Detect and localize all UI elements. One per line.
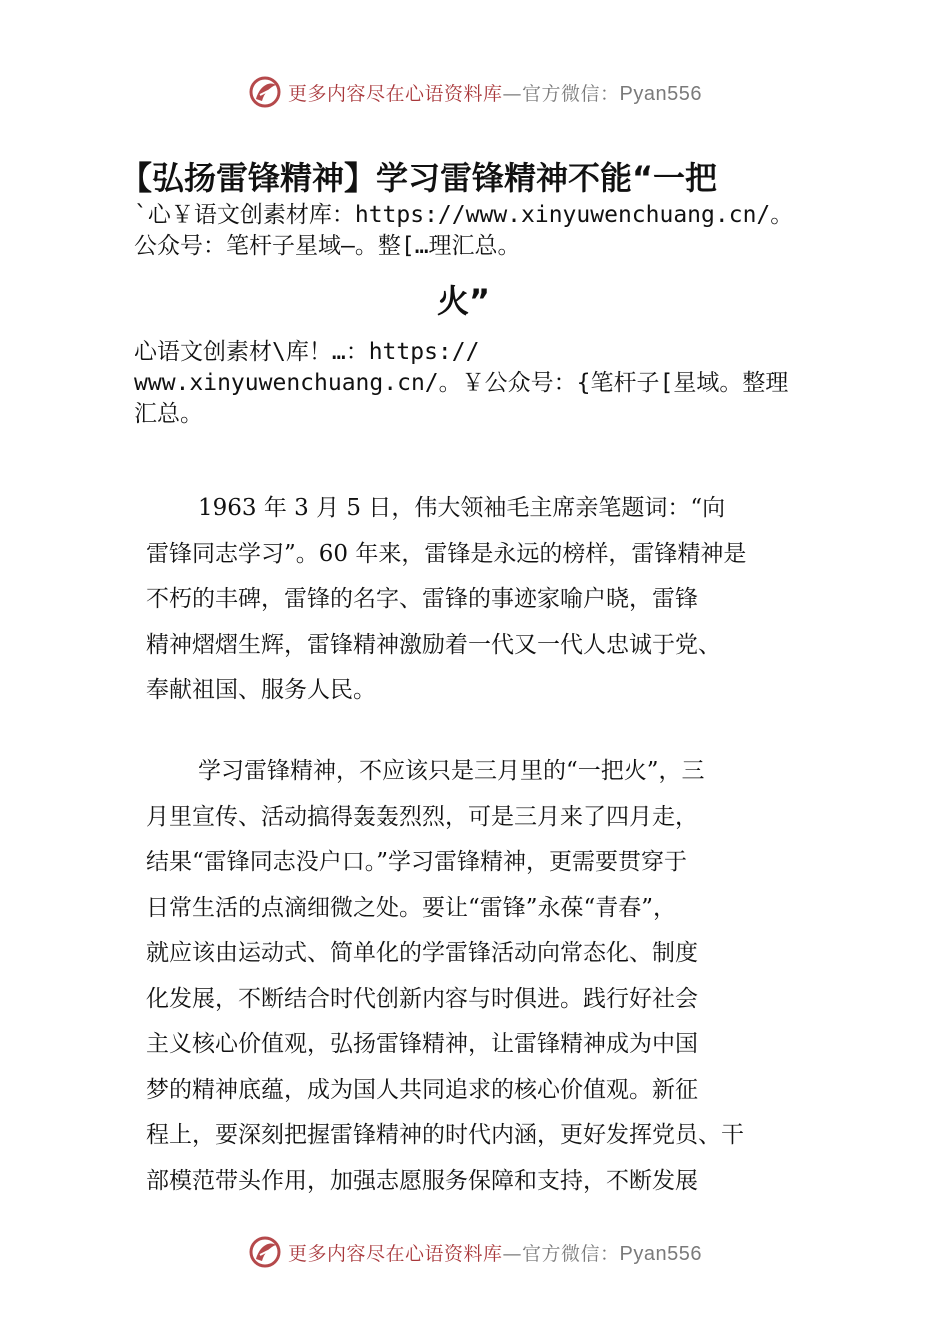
paragraph-line: 学习雷锋精神，不应该只是三月里的“一把火”，三 (198, 758, 705, 784)
banner-wechat-label: 官方微信： (522, 82, 620, 105)
banner-wechat-id: Pyan556 (619, 1242, 702, 1265)
banner-wechat-label: 官方微信： (522, 1242, 620, 1265)
banner-text (288, 1239, 702, 1266)
footer-banner (0, 1232, 950, 1272)
paragraph-line: 部模范带头作用，加强志愿服务保障和支持，不断发展 (146, 1167, 698, 1194)
banner-main-text: 更多内容尽在心语资料库 (288, 1242, 503, 1265)
page-title-line-2: 火” (437, 282, 491, 320)
banner-separator: — (502, 82, 523, 105)
brand-logo-icon (248, 75, 282, 109)
paragraph-line: 1963 年 3 月 5 日，伟大领袖毛主席亲笔题词：“向 (198, 495, 726, 521)
paragraph-line: 精神熠熠生辉，雷锋精神激励着一代又一代人忠诚于党、 (146, 631, 721, 658)
paragraph-line: 月里宣传、活动搞得轰轰烈烈，可是三月来了四月走， (146, 803, 698, 830)
banner-main-text: 更多内容尽在心语资料库 (288, 82, 503, 105)
banner-separator: — (502, 1242, 523, 1265)
watermark-line-4: www.xinyuwenchuang.cn/。￥公众号：{笔杆子[星域。整理 (134, 370, 789, 396)
paragraph-2 (146, 749, 818, 1204)
paragraph-line: 雷锋同志学习”。60 年来，雷锋是永远的榜样，雷锋精神是 (146, 540, 747, 567)
paragraph-line: 不朽的丰碑，雷锋的名字、雷锋的事迹家喻户晓，雷锋 (146, 586, 698, 612)
header-banner (0, 72, 950, 112)
brand-logo-icon (248, 1235, 282, 1269)
watermark-line-5: 汇总。 (134, 401, 203, 427)
watermark-line-2: 公众号：笔杆子星域—。整[…理汇总。 (134, 233, 521, 259)
paragraph-line: 奉献祖国、服务人民。 (146, 677, 376, 703)
paragraph-1 (146, 486, 818, 714)
paragraph-line: 结果“雷锋同志没户口。”学习雷锋精神，更需要贯穿于 (146, 849, 688, 875)
banner-wechat-id: Pyan556 (619, 82, 702, 105)
banner-text (288, 79, 702, 106)
watermark-line-3: 心语文创素材\库！…：https:// (134, 339, 480, 365)
paragraph-line: 梦的精神底蕴，成为国人共同追求的核心价值观。新征 (146, 1076, 698, 1103)
page-title-line-1: 【弘扬雷锋精神】学习雷锋精神不能“一把 (120, 159, 718, 197)
paragraph-line: 日常生活的点滴细微之处。要让“雷锋”永葆“青春”， (146, 894, 677, 921)
paragraph-line: 程上，要深刻把握雷锋精神的时代内涵，更好发挥党员、干 (146, 1122, 744, 1148)
paragraph-line: 主义核心价值观，弘扬雷锋精神，让雷锋精神成为中国 (146, 1031, 698, 1057)
paragraph-line: 化发展，不断结合时代创新内容与时俱进。践行好社会 (146, 985, 698, 1012)
paragraph-line: 就应该由运动式、简单化的学雷锋活动向常态化、制度 (146, 940, 698, 966)
watermark-line-1: `心￥语文创素材库：https://www.xinyuwenchuang.cn/。 (134, 202, 794, 228)
